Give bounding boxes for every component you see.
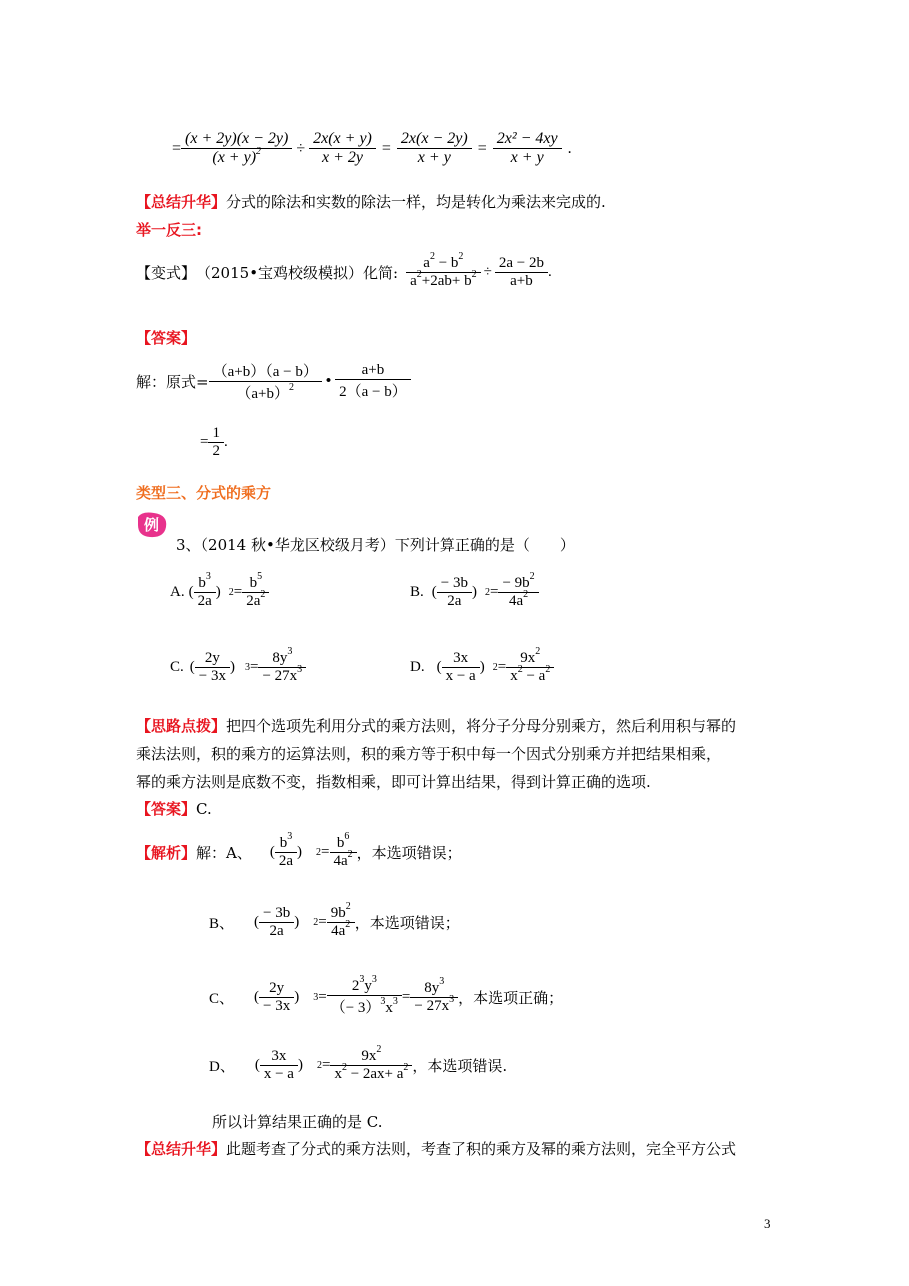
hint-line-3: 幂的乘方法则是底数不变，指数相乘，即可计算出结果，得到计算正确的选项. <box>136 773 651 791</box>
answer-1-fraction-2: $\frac{a+b}{2(a - b)}$ <box>335 362 411 401</box>
variant-fraction-2: $\frac{2a - 2b}{a+b}$ <box>495 255 548 290</box>
analysis-c: C、 ( $\frac{2y}{- 3x}$ ) 3 = $\frac{2^3y^3}{(- 3)^3x^3}$ = $\frac{8y^3}{- 27x^3}$ ，本选项正确； <box>209 974 564 1016</box>
fraction-2: $\frac{2x(x + y)}{x + 2y}$ <box>309 130 376 167</box>
variant-heading: 举一反三: <box>136 221 202 239</box>
variant-text: （2015•宝鸡校级模拟）化简: <box>196 264 399 282</box>
variant-problem: 【变式】 （2015•宝鸡校级模拟）化简: $\frac{a^2 - b^2}{a^2+2ab+ b^2}$ ÷ $\frac{2a - 2b}{a+b}$ . <box>136 251 552 289</box>
answer-2: 【答案】C. <box>136 800 212 818</box>
hint-tag: 【思路点拨】 <box>136 717 227 735</box>
hint-line-1: 【思路点拨】把四个选项先利用分式的乘方法则，将分子分母分别乘方，然后利用积与幂的 <box>136 717 737 735</box>
summary-paragraph-2: 【总结升华】此题考查了分式的乘方法则，考查了积的乘方及幂的乘方法则，完全平方公式 <box>136 1140 737 1158</box>
summary-paragraph-1 <box>136 193 606 211</box>
option-b: B. ( $\frac{- 3b}{2a}$ ) 2 = $\frac{- 9b^2}{4a^2}$ <box>410 575 539 610</box>
variant-tag: 【变式】 <box>136 264 197 282</box>
top-expression: = $\frac{(x + 2y)(x - 2y)}{(x + y)^2}$ ÷ $\frac{2x(x + y)}{x + 2y}$ = $\frac{2x(x - 2y)}{x + y}$ = $\frac{\text{2x² − 4xy}}{x + y}$ . <box>172 130 572 166</box>
answer-tag-1: 【答案】 <box>136 329 197 347</box>
option-c: C. ( $\frac{2y}{- 3x}$ ) 3 = $\frac{8y^3}{- 27x^3}$ <box>170 650 306 685</box>
fraction-1: $\frac{(x + 2y)(x - 2y)}{(x + y)^2}$ <box>181 130 292 167</box>
answer-1-expression: 解：原式= $\frac{(a+b)(a - b)}{(a+b)^2}$ • $\frac{a+b}{2(a - b)}$ <box>136 360 411 403</box>
summary-text: 分式的除法和实数的除法一样，均是转化为乘法来完成的. <box>226 193 606 211</box>
analysis-b: B、 ( $\frac{- 3b}{2a}$ ) 2 = $\frac{9b^2}{4a^2}$ ，本选项错误； <box>209 901 460 939</box>
type3-heading: 类型三、分式的乘方 <box>136 484 272 502</box>
eq-sign: = <box>172 139 182 157</box>
option-d: D. ( $\frac{3x}{x - a}$ ) 2 = $\frac{9x^2}{x^2 - a^2}$ <box>410 650 554 685</box>
variant-fraction-1: $\frac{a^2 - b^2}{a^2+2ab+ b^2}$ <box>406 255 481 290</box>
fraction-3: $\frac{2x(x - 2y)}{x + y}$ <box>397 130 472 167</box>
eq-sign: = <box>477 139 487 157</box>
division-sign: ÷ <box>296 139 306 157</box>
answer-1-fraction-1: $\frac{(a+b)(a - b)}{(a+b)^2}$ <box>209 360 322 403</box>
page-number: 3 <box>764 1216 771 1231</box>
result-fraction: $\frac{1}{2}$ <box>208 425 224 460</box>
analysis-a: 【解析】 解：A、 ( $\frac{b^3}{2a}$ ) 2 = $\frac{b^6}{4a^2}$ ，本选项错误； <box>136 831 462 869</box>
fraction-4: $\frac{\text{2x² − 4xy}}{x + y}$ <box>493 130 562 167</box>
option-a: A. ( $\frac{b^3}{2a}$ ) 2 = $\frac{b^5}{2a^2}$ <box>170 575 269 610</box>
analysis-tag: 【解析】 <box>136 844 197 862</box>
analysis-conclusion: 所以计算结果正确的是 C. <box>212 1113 383 1131</box>
eq-sign: = <box>381 139 391 157</box>
example-question: 3、（2014 秋•华龙区校级月考）下列计算正确的是（ ） <box>176 536 575 554</box>
summary-tag: 【总结升华】 <box>136 193 227 211</box>
answer-1-result: = $\frac{1}{2}$ . <box>200 425 228 459</box>
example-badge: 例 <box>136 511 170 543</box>
division-sign: ÷ <box>483 264 492 280</box>
hint-line-2: 乘法法则，积的乘方的运算法则，积的乘方等于积中每一个因式分别乘方并把结果相乘， <box>136 745 722 763</box>
analysis-d: D、 ( $\frac{3x}{x - a}$ ) 2 = $\frac{9x^2}{x^2 - 2ax+ a^2}$ ，本选项错误. <box>209 1044 508 1082</box>
summary-tag: 【总结升华】 <box>136 1140 227 1158</box>
